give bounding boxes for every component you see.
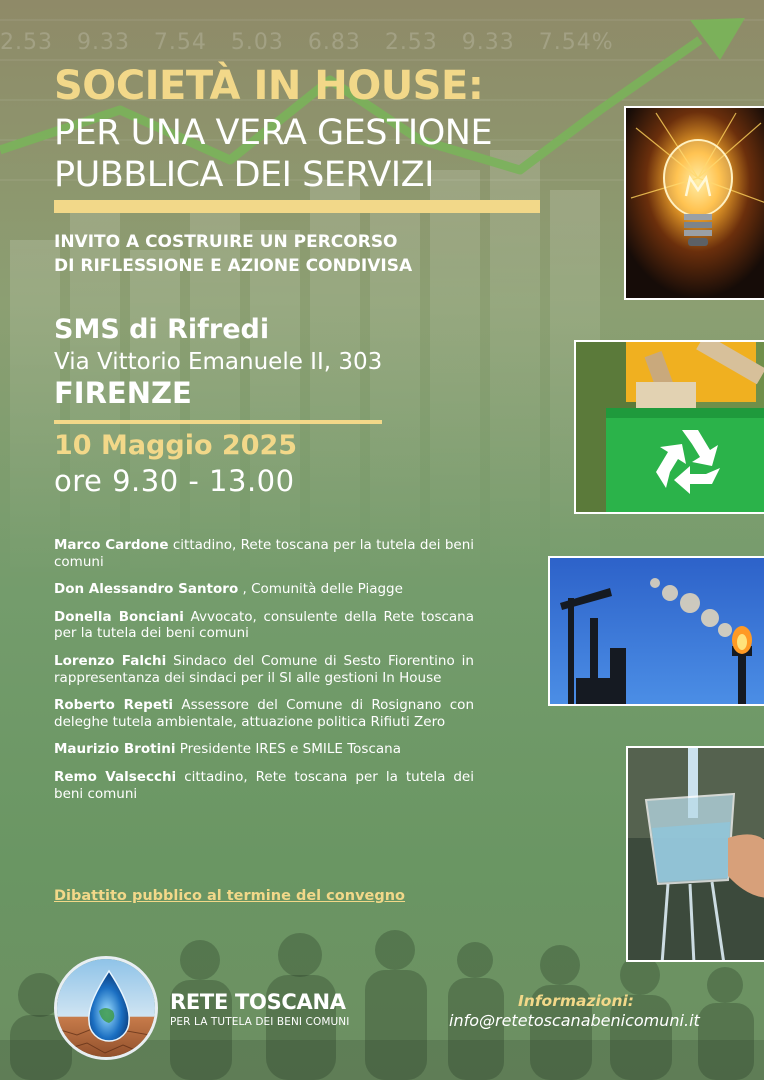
oil-pump-flare-photo	[548, 556, 764, 706]
speaker-item	[54, 609, 474, 642]
speaker-name: Remo Valsecchi	[54, 768, 177, 785]
speaker-list	[54, 537, 474, 813]
info-email[interactable]: info@retetoscanabenicomuni.it	[449, 1011, 700, 1030]
lightbulb-icon	[626, 108, 764, 300]
subtitle-line-1: INVITO A COSTRUIRE UN PERCORSO	[54, 232, 398, 252]
subtitle	[54, 230, 412, 278]
speaker-role: Avvocato, consulente della Rete toscana per la tutela dei beni comuni	[54, 608, 475, 642]
title-line-1: SOCIETÀ IN HOUSE:	[54, 63, 484, 109]
speaker-item	[54, 581, 474, 598]
water-glass-icon	[628, 748, 764, 962]
speaker-name: Marco Cardone	[54, 537, 169, 553]
speaker-role: Assessore del Comune di Rosignano con deleghe tutela ambientale, attuazione politica Rifiuti Zero	[54, 697, 475, 730]
speaker-item	[54, 537, 474, 570]
speaker-role: cittadino, Rete toscana per la tutela dei beni comuni	[54, 768, 474, 802]
event-date: 10 Maggio 2025	[54, 430, 298, 461]
speaker-name: Roberto Repeti	[54, 697, 174, 714]
water-glass-photo	[626, 746, 764, 962]
speaker-name: Maurizio Brotini	[54, 741, 176, 758]
date-divider-bar	[54, 420, 382, 424]
event-city: FIRENZE	[54, 376, 192, 410]
speaker-item	[54, 697, 474, 730]
title-underline-bar	[54, 200, 540, 213]
event-venue: SMS di Rifredi	[54, 314, 270, 345]
title-lines	[54, 112, 492, 196]
speaker-item	[54, 653, 474, 686]
title-line-3: PUBBLICA DEI SERVIZI	[54, 155, 434, 195]
speaker-role: Presidente IRES e SMILE Toscana	[175, 741, 401, 758]
org-name: RETE TOSCANA	[170, 990, 346, 1014]
speaker-item	[54, 769, 474, 802]
rete-toscana-logo	[54, 956, 158, 1060]
background-numbers: 2.53 9.33 7.54 5.03 6.83 2.53 9.33 7.54%	[0, 30, 614, 55]
speaker-name: Donella Bonciani	[54, 608, 184, 625]
title-line-2: PER UNA VERA GESTIONE	[54, 113, 493, 153]
event-time: ore 9.30 - 13.00	[54, 464, 295, 498]
speaker-name: Lorenzo Falchi	[54, 652, 167, 669]
speaker-role: Sindaco del Comune di Sesto Fiorentino in rappresentanza dei sindaci per il SI alle gestioni In House	[54, 652, 474, 686]
recycling-bin-photo	[574, 340, 764, 514]
speaker-role: , Comunità delle Piagge	[238, 581, 403, 598]
lightbulb-photo	[624, 106, 764, 300]
debate-note: Dibattito pubblico al termine del convegno	[54, 888, 406, 904]
event-address: Via Vittorio Emanuele II, 303	[54, 349, 383, 375]
speaker-item	[54, 741, 474, 758]
info-label: Informazioni:	[518, 992, 634, 1010]
speaker-name: Don Alessandro Santoro	[54, 581, 239, 598]
subtitle-line-2: DI RIFLESSIONE E AZIONE CONDIVISA	[54, 256, 413, 276]
recycle-icon	[576, 342, 764, 514]
speaker-role: cittadino, Rete toscana per la tutela dei beni comuni	[54, 537, 474, 570]
org-tagline: PER LA TUTELA DEI BENI COMUNI	[170, 1016, 350, 1028]
oil-pump-icon	[550, 558, 764, 706]
